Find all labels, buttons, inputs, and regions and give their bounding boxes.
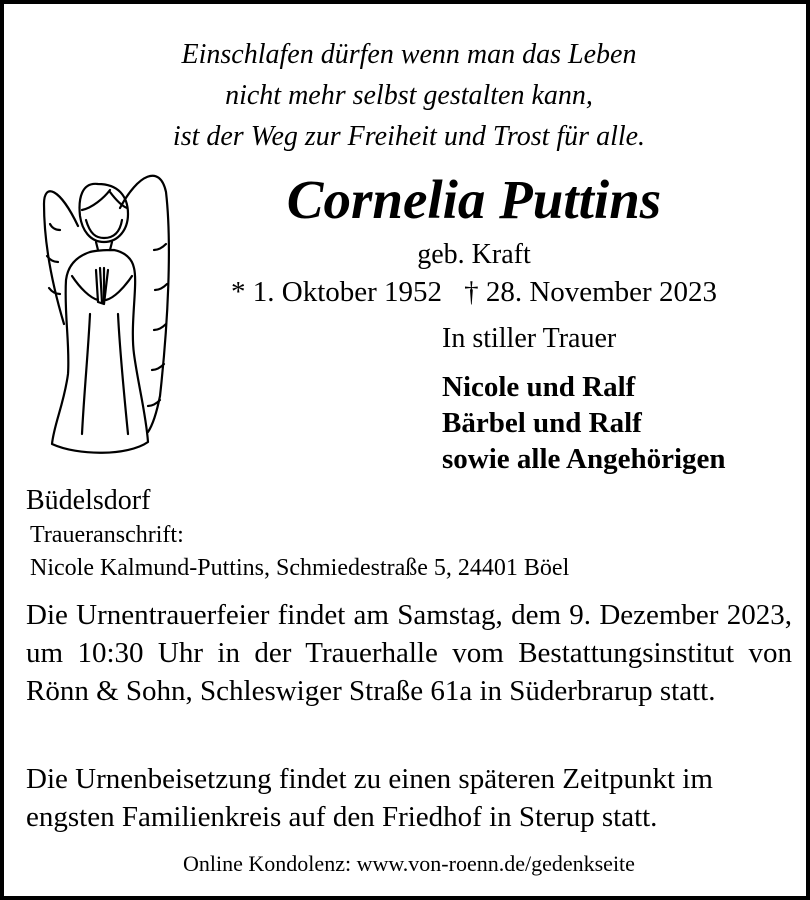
burial-announcement: Die Urnenbeisetzung findet zu einen späteren Zeitpunkt im engsten Familienkreis auf den Friedhof in Sterup statt. [26, 763, 713, 833]
mourning-intro: In stiller Trauer [442, 323, 617, 354]
poem-line-1: Einschlafen dürfen wenn man das Leben [181, 39, 637, 70]
birth-date: * 1. Oktober 1952 [231, 276, 443, 308]
address-label: Traueranschrift: [30, 522, 184, 548]
ceremony-announcement: Die Urnentrauerfeier findet am Samstag, dem 9. Dezember 2023, um 10:30 Uhr in der Trauerhalle vom Bestattungsinstitut von Rönn & Sohn, Schleswiger Straße 61a in Süderbrarup statt. [26, 599, 792, 707]
mourner-line-2: Bärbel und Ralf [442, 407, 642, 439]
mourner-line-1: Nicole und Ralf [442, 371, 636, 403]
poem-line-2: nicht mehr selbst gestalten kann, [225, 80, 593, 111]
mourning-address: Nicole Kalmund-Puttins, Schmiedestraße 5, 24401 Böel [30, 555, 570, 581]
death-date: † 28. November 2023 [464, 276, 717, 308]
deceased-name: Cornelia Puttins [286, 169, 662, 230]
poem-line-3: ist der Weg zur Freiheit und Trost für alle. [172, 121, 646, 152]
angel-icon [38, 164, 170, 464]
maiden-name: geb. Kraft [417, 239, 531, 270]
town: Büdelsdorf [26, 485, 151, 516]
poem [4, 34, 810, 157]
life-dates [144, 274, 804, 310]
mourner-line-3: sowie alle Angehörigen [442, 443, 726, 475]
online-condolence: Online Kondolenz: www.von-roenn.de/gedenkseite [183, 851, 635, 876]
mourners-list [442, 369, 726, 477]
